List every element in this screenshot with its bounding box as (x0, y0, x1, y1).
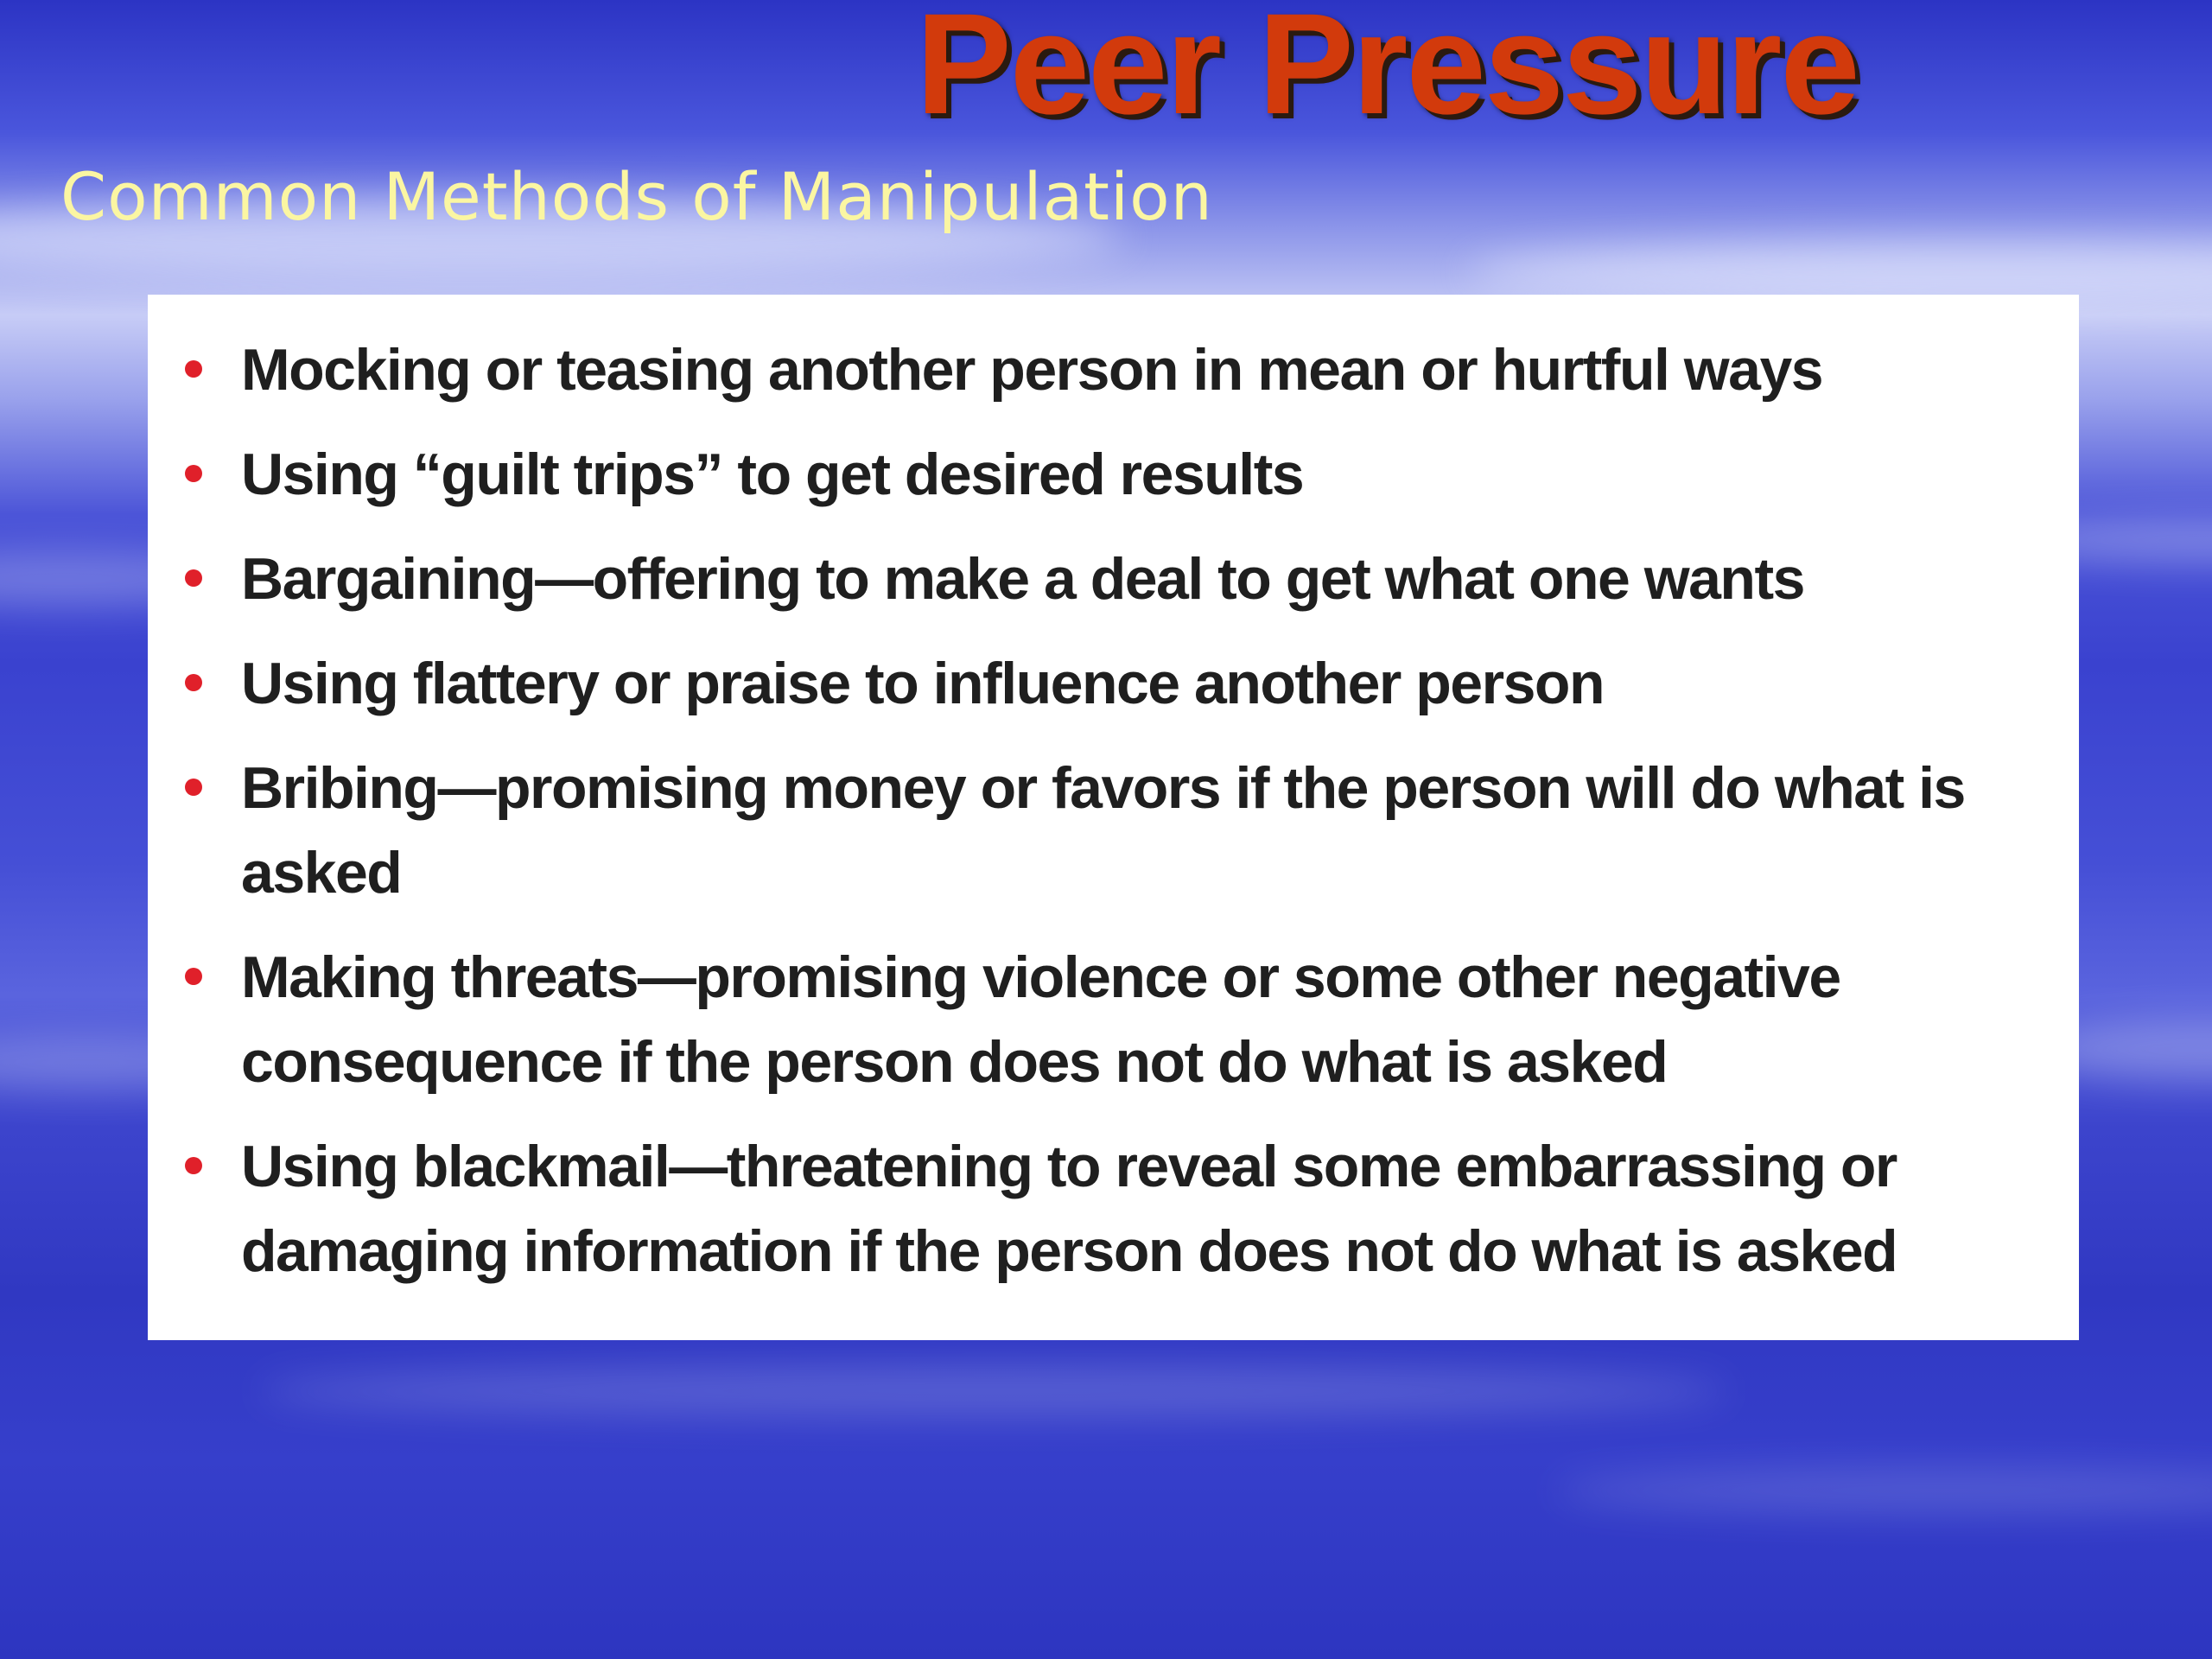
bullet-text: Bribing—promising money or favors if the person will do what is asked (241, 755, 1965, 906)
background-streak (259, 1365, 1728, 1417)
bullet-text: Using flattery or praise to influence another person (241, 651, 1604, 716)
bullet-item (181, 746, 2044, 915)
bullet-dot-icon (185, 569, 202, 587)
bullet-dot-icon (185, 465, 202, 482)
bullet-item (181, 1124, 2044, 1294)
bullet-item (181, 935, 2044, 1104)
bullet-item (181, 327, 2044, 412)
bullet-text: Making threats—promising violence or some other negative consequence if the person does not do what is asked (241, 944, 1840, 1095)
bullet-dot-icon (185, 360, 202, 378)
bullet-dot-icon (185, 1157, 202, 1174)
bullet-list (181, 327, 2044, 1294)
bullet-item (181, 641, 2044, 726)
slide-title: Peer Pressure (916, 0, 1859, 144)
content-panel (148, 295, 2079, 1340)
bullet-dot-icon (185, 779, 202, 796)
bullet-text: Mocking or teasing another person in mean or hurtful ways (241, 337, 1823, 403)
bullet-text: Using “guilt trips” to get desired results (241, 442, 1304, 507)
bullet-dot-icon (185, 968, 202, 985)
bullet-text: Bargaining—offering to make a deal to get what one wants (241, 546, 1804, 612)
bullet-item (181, 537, 2044, 621)
bullet-text: Using blackmail—threatening to reveal some embarrassing or damaging information if the person does not do what is asked (241, 1134, 1897, 1284)
bullet-dot-icon (185, 674, 202, 691)
bullet-item (181, 432, 2044, 517)
slide-subtitle: Common Methods of Manipulation (60, 158, 1213, 235)
